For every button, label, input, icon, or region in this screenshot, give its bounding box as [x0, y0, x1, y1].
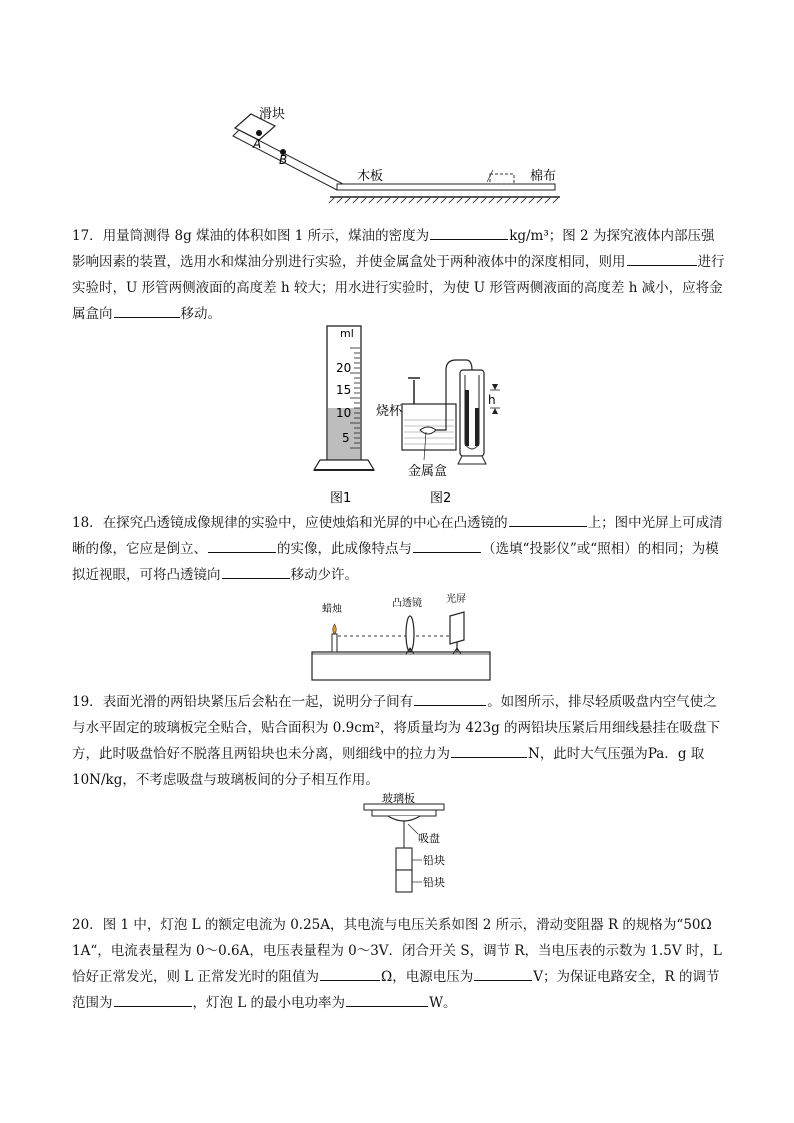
cylinder-tick-10: 10 — [336, 406, 352, 420]
cylinder-tick-20: 20 — [336, 361, 352, 375]
question-text: （选填“投影仪”或“照相）的相同；为模拟近视眼，可将凸透镜向 — [72, 541, 719, 583]
question-text: Ω，电源电压为 — [381, 969, 474, 985]
question-number: 18． — [72, 515, 103, 531]
screen-shape — [450, 612, 464, 644]
lead-block-bottom — [396, 870, 412, 892]
question-text: 用量筒测得 8g 煤油的体积如图 1 所示，煤油的密度为 — [102, 228, 430, 244]
point-b-label: B — [279, 153, 288, 167]
question-text: V；为保证电路安全，R 的调节范围为 — [72, 969, 720, 1011]
lead-block-top — [396, 848, 412, 870]
cloth-dashed-box — [490, 174, 514, 184]
answer-blank[interactable] — [114, 303, 180, 318]
incline-figure — [225, 100, 570, 212]
question-text: kg/m³；图 2 为探究液体内部压强影响因素的装置，选用水和煤油分别进行实验，并使金属盒处于两种液体中的深度相同，则用 — [72, 228, 715, 270]
question-text: 。如图所示，排尽轻质吸盘内空气使之与水平固定的玻璃板完全贴合，贴合面积为 0.9cm²，将质量均为 423g 的两铅块压紧后用细线悬挂在吸盘下方，此时吸盘恰好不脱落且两铅块也未分离，则细线中的拉力为 — [72, 694, 721, 762]
fig17-drawing — [300, 320, 510, 510]
lead-block-label-bottom: 铅块 — [423, 876, 445, 889]
answer-blank[interactable] — [414, 691, 486, 706]
question-18 — [72, 510, 726, 588]
question-text: Pa．g 取 10N/kg，不考虑吸盘与玻璃板间的分子相互作用。 — [72, 746, 705, 788]
answer-blank[interactable] — [451, 743, 527, 758]
lens-label: 凸透镜 — [392, 598, 422, 609]
figure-19 — [360, 794, 480, 906]
lead-block-label-top: 铅块 — [423, 854, 445, 867]
answer-blank[interactable] — [413, 538, 481, 553]
question-text: 移动。 — [180, 306, 221, 322]
slider-label: 滑块 — [259, 107, 286, 122]
answer-blank[interactable] — [222, 564, 290, 579]
board-label: 木板 — [357, 169, 384, 184]
lens-shape — [406, 616, 414, 652]
answer-blank[interactable] — [474, 966, 532, 981]
caption-figure-2: 图2 — [430, 491, 452, 506]
fig19-drawing — [360, 794, 480, 906]
h-label: h — [488, 393, 496, 407]
question-text: ，灯泡 L 的最小电功率为 — [192, 995, 346, 1011]
cloth-label: 棉布 — [530, 169, 557, 184]
question-number: 19． — [72, 694, 103, 710]
answer-blank[interactable] — [509, 512, 587, 527]
suction-cup-shape — [388, 816, 420, 821]
point-a-label: A — [253, 137, 262, 151]
question-number: 17． — [72, 228, 103, 244]
answer-blank[interactable] — [114, 992, 192, 1007]
candle-label: 蜡烛 — [322, 604, 342, 615]
answer-blank[interactable] — [430, 225, 508, 240]
figure-18 — [312, 590, 492, 682]
question-20 — [72, 912, 726, 1016]
question-text: 移动少许。 — [290, 567, 358, 583]
question-19 — [72, 689, 726, 793]
cylinder-tick-15: 15 — [336, 383, 352, 397]
question-text: N，此时大气压强为 — [528, 746, 648, 762]
screen-label: 光屏 — [446, 594, 466, 605]
answer-blank[interactable] — [627, 251, 697, 266]
question-text: 进行实验时，U 形管两侧液面的高度差 h 较大；用水进行实验时，为使 U 形管两侧液面的高度差 h 减小，应将金属盒向 — [72, 254, 725, 322]
answer-blank[interactable] — [320, 966, 380, 981]
suction-cup-label: 吸盘 — [418, 832, 440, 845]
caption-figure-1: 图1 — [330, 491, 352, 506]
question-text: 在探究凸透镜成像规律的实验中，应使烛焰和光屏的中心在凸透镜的 — [102, 515, 508, 531]
beaker-label: 烧杯 — [376, 404, 403, 419]
metal-box-label: 金属盒 — [408, 464, 448, 479]
answer-blank[interactable] — [208, 538, 276, 553]
question-text: 的实像，此成像特点与 — [277, 541, 412, 557]
point-a-dot — [256, 130, 262, 136]
fig18-drawing — [312, 590, 492, 682]
cylinder-unit: ml — [340, 327, 354, 340]
answer-blank[interactable] — [346, 992, 428, 1007]
figure-17 — [300, 320, 510, 510]
question-text: 上；图中光屏上可成清晰的像，它应是倒立、 — [72, 515, 723, 557]
question-text: 表面光滑的两铅块紧压后会粘在一起，说明分子间有 — [102, 694, 414, 710]
cylinder-tick-5: 5 — [342, 431, 350, 445]
glass-plate-label: 玻璃板 — [382, 792, 415, 805]
question-17 — [72, 223, 726, 327]
question-text: 图 1 中，灯泡 L 的额定电流为 0.25A，其电流与电压关系如图 2 所示，滑动变阻器 R 的规格为“50Ω 1A“，电流表量程为 0～0.6A，电压表量程为 0～3V．闭合开关 S，调节 R，当电压表的示数为 1.5V 时，L 恰好正常发光，则 L 正常发光时的阻值为 — [72, 917, 722, 985]
incline-drawing — [225, 100, 570, 212]
question-number: 20． — [72, 917, 103, 933]
question-text: W。 — [429, 995, 457, 1011]
